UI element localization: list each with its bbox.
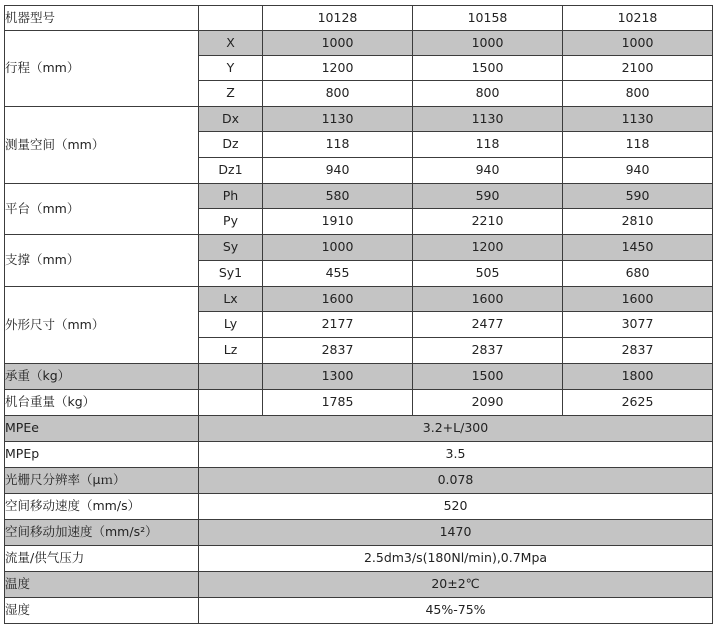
sub-label: Dz1	[199, 158, 263, 184]
table-row	[5, 416, 713, 442]
group-label: 平台（mm）	[5, 184, 199, 235]
value-cell: 118	[263, 132, 413, 158]
group-label: 外形尺寸（mm）	[5, 287, 199, 364]
value-cell: 2210	[413, 209, 563, 235]
table-row	[5, 598, 713, 624]
value-cell: 118	[413, 132, 563, 158]
value-cell: 2090	[413, 390, 563, 416]
group-label: 测量空间（mm）	[5, 107, 199, 184]
merged-value-cell: 20±2℃	[199, 572, 713, 598]
merged-value-cell: 45%-75%	[199, 598, 713, 624]
group-label: 支撑（mm）	[5, 235, 199, 287]
value-cell: 940	[263, 158, 413, 184]
value-cell: 1200	[413, 235, 563, 261]
value-cell: 940	[413, 158, 563, 184]
model-header: 10218	[563, 6, 713, 31]
table-row	[5, 31, 713, 56]
merged-value-cell: 2.5dm3/s(180Nl/min),0.7Mpa	[199, 546, 713, 572]
row-label: 流量/供气压力	[5, 546, 199, 572]
sub-label: Dz	[199, 132, 263, 158]
value-cell: 1600	[413, 287, 563, 312]
merged-value-cell: 0.078	[199, 468, 713, 494]
row-label: MPEp	[5, 442, 199, 468]
value-cell: 1000	[413, 31, 563, 56]
table-row	[5, 494, 713, 520]
value-cell: 800	[263, 81, 413, 107]
table-row	[5, 468, 713, 494]
spec-table-body	[5, 6, 713, 624]
value-cell: 505	[413, 261, 563, 287]
model-header: 10158	[413, 6, 563, 31]
value-cell: 118	[563, 132, 713, 158]
merged-value-cell: 3.5	[199, 442, 713, 468]
sub-label: Lz	[199, 338, 263, 364]
value-cell: 1800	[563, 364, 713, 390]
value-cell: 800	[563, 81, 713, 107]
table-row	[5, 546, 713, 572]
value-cell: 2837	[563, 338, 713, 364]
value-cell: 2477	[413, 312, 563, 338]
value-cell: 1910	[263, 209, 413, 235]
value-cell: 1785	[263, 390, 413, 416]
empty-sub-cell	[199, 364, 263, 390]
value-cell: 1200	[263, 56, 413, 81]
sub-label: Sy1	[199, 261, 263, 287]
row-label: 机台重量（kg）	[5, 390, 199, 416]
value-cell: 680	[563, 261, 713, 287]
value-cell: 1600	[563, 287, 713, 312]
row-label: 空间移动加速度（mm/s²）	[5, 520, 199, 546]
table-row	[5, 364, 713, 390]
value-cell: 1500	[413, 364, 563, 390]
value-cell: 1450	[563, 235, 713, 261]
table-row	[5, 107, 713, 132]
value-cell: 455	[263, 261, 413, 287]
header-sub-cell	[199, 6, 263, 31]
sub-label: Ly	[199, 312, 263, 338]
value-cell: 1130	[563, 107, 713, 132]
sub-label: Ph	[199, 184, 263, 209]
value-cell: 800	[413, 81, 563, 107]
table-row	[5, 287, 713, 312]
value-cell: 3077	[563, 312, 713, 338]
header-title: 机器型号	[5, 6, 199, 31]
table-row	[5, 235, 713, 261]
table-row	[5, 184, 713, 209]
row-label: 承重（kg）	[5, 364, 199, 390]
sub-label: X	[199, 31, 263, 56]
merged-value-cell: 3.2+L/300	[199, 416, 713, 442]
spec-table	[4, 5, 713, 624]
value-cell: 1500	[413, 56, 563, 81]
sub-label: Py	[199, 209, 263, 235]
group-label: 行程（mm）	[5, 31, 199, 107]
value-cell: 580	[263, 184, 413, 209]
value-cell: 590	[413, 184, 563, 209]
row-label: MPEe	[5, 416, 199, 442]
value-cell: 1130	[263, 107, 413, 132]
merged-value-cell: 1470	[199, 520, 713, 546]
sub-label: Dx	[199, 107, 263, 132]
merged-value-cell: 520	[199, 494, 713, 520]
value-cell: 2100	[563, 56, 713, 81]
value-cell: 1000	[263, 235, 413, 261]
value-cell: 2837	[413, 338, 563, 364]
model-header: 10128	[263, 6, 413, 31]
value-cell: 2177	[263, 312, 413, 338]
row-label: 空间移动速度（mm/s）	[5, 494, 199, 520]
value-cell: 2837	[263, 338, 413, 364]
value-cell: 2625	[563, 390, 713, 416]
value-cell: 1000	[263, 31, 413, 56]
value-cell: 1600	[263, 287, 413, 312]
value-cell: 1000	[563, 31, 713, 56]
sub-label: Y	[199, 56, 263, 81]
table-row	[5, 442, 713, 468]
value-cell: 940	[563, 158, 713, 184]
row-label: 光栅尺分辨率（μｍ）	[5, 468, 199, 494]
value-cell: 1130	[413, 107, 563, 132]
table-row	[5, 520, 713, 546]
value-cell: 2810	[563, 209, 713, 235]
sub-label: Z	[199, 81, 263, 107]
row-label: 湿度	[5, 598, 199, 624]
table-row	[5, 572, 713, 598]
empty-sub-cell	[199, 390, 263, 416]
header-row	[5, 6, 713, 31]
sub-label: Sy	[199, 235, 263, 261]
value-cell: 1300	[263, 364, 413, 390]
table-row	[5, 390, 713, 416]
row-label: 温度	[5, 572, 199, 598]
value-cell: 590	[563, 184, 713, 209]
sub-label: Lx	[199, 287, 263, 312]
